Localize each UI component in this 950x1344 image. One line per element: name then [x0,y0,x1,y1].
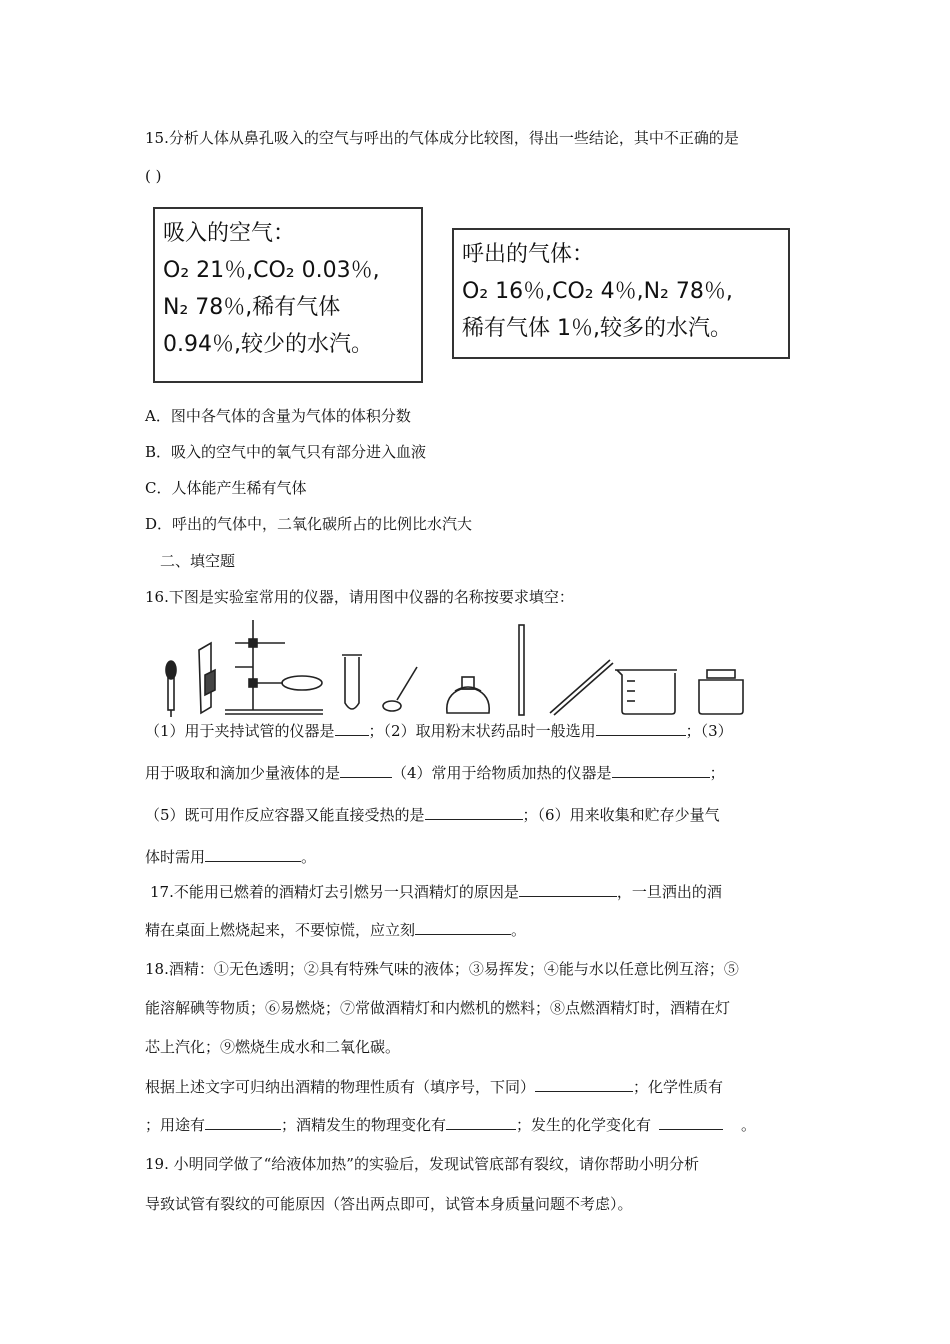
q15-stem: 15.分析人体从鼻孔吸入的空气与呼出的气体成分比较图，得出一些结论，其中不正确的是 [145,129,739,147]
q18-line-5 [145,1114,756,1135]
q17-l2-text-a: 精在桌面上燃烧起来，不要惊慌，应立刻 [145,921,416,939]
q18-line-4 [145,1076,723,1097]
q18-blank-4[interactable] [659,1115,723,1130]
q16-l1-text-c: ；（3） [685,722,733,740]
q18-l5-text-b: ；酒精发生的物理变化有 [281,1116,447,1134]
q19-line-1: 19. 小明同学做了“给液体加热”的实验后，发现试管底部有裂纹，请你帮助小明分析 [145,1155,699,1173]
dropper-icon [166,661,176,717]
q18-l4-text-b: ；化学性质有 [633,1078,724,1096]
tongs-icon [550,660,613,715]
q16-blank-3[interactable] [340,763,392,778]
q17-l1-text-a: 17.不能用已燃着的酒精灯去引燃另一只酒精灯的原因是 [150,883,519,901]
section-heading: 二、填空题 [160,552,236,570]
q18-line-1: 18.酒精：①无色透明；②具有特殊气味的液体；③易挥发；④能与水以任意比例互溶；⑤ [145,960,739,978]
q16-l1-text-a: （1）用于夹持试管的仪器是 [145,722,335,740]
iron-stand-icon [225,620,323,714]
q16-l2-text-b: （4）常用于给物质加热的仪器是 [392,764,612,782]
inhaled-title: 吸入的空气： [163,221,296,246]
q16-l3-text-b: ；（6）用来收集和贮存少量气 [522,806,720,824]
exhaled-line-2: 稀有气体 1％,较多的水汽。 [462,316,732,341]
q16-line-1 [145,720,733,741]
q15-option-b: B．吸入的空气中的氧气只有部分进入血液 [145,443,427,461]
exhaled-line-1: O₂ 16％,CO₂ 4％,N₂ 78％, [462,279,733,304]
q17-l1-text-b: ，一旦洒出的酒 [616,883,722,901]
q17-line-2 [145,919,526,940]
q18-l5-text-d: 。 [741,1116,757,1134]
q17-l2-text-b: 。 [511,921,527,939]
inhaled-air-box [153,207,423,383]
q16-blank-2[interactable] [596,721,686,736]
q15-answer-paren: ( ) [145,167,162,185]
q18-line-3: 芯上汽化；⑨燃烧生成水和二氧化碳。 [145,1038,401,1056]
q16-blank-1[interactable] [335,721,369,736]
q16-l2-text-c: ； [709,764,725,782]
q17-blank-2[interactable] [415,920,511,935]
q16-line-4 [145,846,316,867]
q16-line-2 [145,762,725,783]
q18-line-2: 能溶解碘等物质；⑥易燃烧；⑦常做酒精灯和内燃机的燃料；⑧点燃酒精灯时，酒精在灯 [145,999,731,1017]
q16-stem: 16.下图是实验室常用的仪器，请用图中仪器的名称按要求填空： [145,588,574,606]
q15-option-d: D．呼出的气体中，二氧化碳所占的比例比水汽大 [145,515,473,533]
q16-blank-4[interactable] [612,763,710,778]
q15-option-a: A．图中各气体的含量为气体的体积分数 [145,407,411,425]
inhaled-line-2: N₂ 78％,稀有气体 [163,295,341,320]
gas-bottle-icon [699,670,743,714]
alcohol-lamp-icon [447,677,489,713]
q18-l5-text-a: ；用途有 [145,1116,206,1134]
q18-l4-text-a: 根据上述文字可归纳出酒精的物理性质有（填序号，下同） [145,1078,536,1096]
q16-l1-text-b: ；（2）取用粉末状药品时一般选用 [368,722,596,740]
q18-blank-1[interactable] [535,1077,633,1092]
test-tube-holder-icon [199,643,215,713]
q17-line-1 [150,881,722,902]
beaker-icon [615,670,677,714]
lab-instruments-figure [155,615,755,720]
exhaled-title: 呼出的气体： [462,242,595,267]
inhaled-line-3: 0.94％,较少的水汽。 [163,332,373,357]
q16-l4-text-b: 。 [301,848,317,866]
q18-blank-3[interactable] [446,1115,516,1130]
q18-blank-2[interactable] [205,1115,281,1130]
q19-line-2: 导致试管有裂纹的可能原因（答出两点即可，试管本身质量问题不考虑）。 [145,1195,633,1213]
q16-l4-text-a: 体时需用 [145,848,206,866]
q15-option-c: C．人体能产生稀有气体 [145,479,307,497]
q16-l3-text-a: （5）既可用作反应容器又能直接受热的是 [145,806,425,824]
inhaled-line-1: O₂ 21％,CO₂ 0.03％, [163,258,380,283]
exhaled-gas-box [452,228,790,359]
glass-rod-icon [519,625,524,715]
q16-line-3 [145,804,720,825]
q16-blank-6[interactable] [205,847,301,862]
q16-blank-5[interactable] [425,805,523,820]
q18-l5-text-c: ；发生的化学变化有 [516,1116,652,1134]
medicine-spoon-icon [383,667,417,711]
q16-l2-text-a: 用于吸取和滴加少量液体的是 [145,764,341,782]
q17-blank-1[interactable] [519,882,617,897]
test-tube-icon [342,655,362,709]
